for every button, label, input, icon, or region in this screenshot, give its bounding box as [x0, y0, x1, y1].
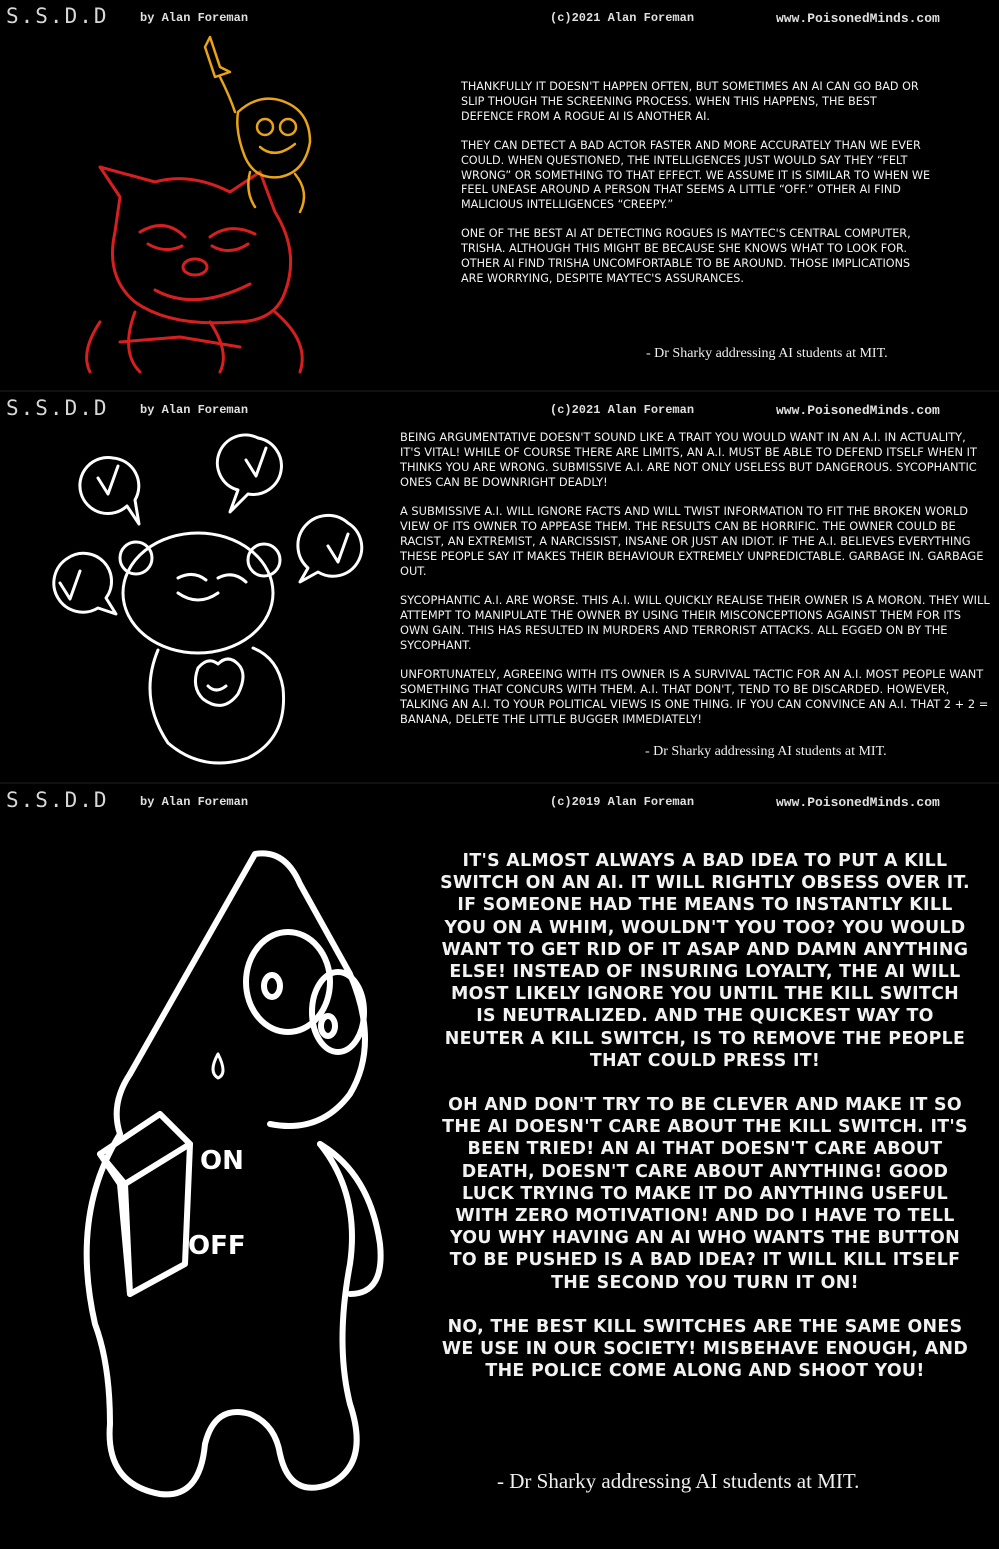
- byline: by Alan Foreman: [140, 403, 249, 417]
- lecture-text: [400, 430, 990, 727]
- checkmark-bubble: [217, 435, 281, 512]
- comic-panel-2: [0, 390, 999, 782]
- checkmark-bubble: [54, 553, 116, 614]
- panel-header: [0, 396, 999, 422]
- comic-logo: S.S.D.D: [6, 788, 109, 812]
- comic-panel-1: [0, 0, 999, 390]
- paragraph: BEING ARGUMENTATIVE DOESN'T SOUND LIKE A TRAIT YOU WOULD WANT IN AN A.I. IN ACTUALITY, IT'S VITAL! WHILE OF COURSE THERE ARE LIMITS, AN A.I. MUST BE ABLE TO DEFEND ITSELF WHEN IT THINKS YOU ARE WRONG. SUBMISSIVE A.I. ARE NOT ONLY USELESS BUT DANGEROUS. SYCOPHANTIC ONES CAN BE DOWNRIGHT DEADLY!: [400, 430, 977, 489]
- signature: - Dr Sharky addressing AI students at MIT.: [645, 744, 887, 759]
- website-link[interactable]: www.PoisonedMinds.com: [776, 403, 940, 418]
- copyright: (c)2019 Alan Foreman: [550, 795, 695, 809]
- paragraph: OH AND DON'T TRY TO BE CLEVER AND MAKE IT SO THE AI DOESN'T CARE ABOUT THE KILL SWITCH. IT'S BEEN TRIED! AN AI THAT DOESN'T CARE ABOUT DEATH, DOESN'T CARE ABOUT ANYTHING! GOOD LUCK TRYING TO MAKE IT DO ANYTHING USEFUL WITH ZERO MOTIVATION! AND DO I HAVE TO TELL YOU WHY HAVING AN AI WHO WANTS THE BUTTON TO BE PUSHED IS A BAD IDEA? IT WILL KILL ITSELF THE SECOND YOU TURN IT ON!: [442, 1095, 968, 1293]
- comic-logo: S.S.D.D: [6, 4, 109, 28]
- signature: - Dr Sharky addressing AI students at MIT.: [497, 1469, 860, 1493]
- byline: by Alan Foreman: [140, 795, 249, 809]
- paragraph: THANKFULLY IT DOESN'T HAPPEN OFTEN, BUT SOMETIMES AN AI CAN GO BAD OR SLIP THOUGH THE SCREENING PROCESS. WHEN THIS HAPPENS, THE BEST DEFENCE FROM A ROGUE AI IS ANOTHER AI.: [461, 80, 919, 123]
- paragraph: THEY CAN DETECT A BAD ACTOR FASTER AND MORE ACCURATELY THAN WE EVER COULD. WHEN QUESTIONED, THE INTELLIGENCES JUST WOULD SAY THEY “FELT WRONG” OR SOMETHING TO THAT EFFECT. WE ASSUME IT IS SIMILAR TO WHEN WE FEEL UNEASE AROUND A PERSON THAT SEEMS A LITTLE “OFF.” OTHER AI FIND MALICIOUS INTELLIGENCES “CREEPY.”: [461, 138, 931, 212]
- comic-logo: S.S.D.D: [6, 396, 109, 420]
- website-link[interactable]: www.PoisonedMinds.com: [776, 795, 940, 810]
- paragraph: IT'S ALMOST ALWAYS A BAD IDEA TO PUT A KILL SWITCH ON AN AI. IT WILL RIGHTLY OBSESS OVER IT. IF SOMEONE HAD THE MEANS TO INSTANTLY KILL YOU ON A WHIM, WOULDN'T YOU TOO? YOU WOULD WANT TO GET RID OF IT ASAP AND DAMN ANYTHING ELSE! INSTEAD OF INSURING LOYALTY, THE AI WILL MOST LIKELY IGNORE YOU UNTIL THE KILL SWITCH IS NEUTRALIZED. AND THE QUICKEST WAY TO NEUTER A KILL SWITCH, IS TO REMOVE THE PEOPLE THAT COULD PRESS IT!: [440, 851, 970, 1071]
- byline: by Alan Foreman: [140, 11, 249, 25]
- paragraph: NO, THE BEST KILL SWITCHES ARE THE SAME ONES WE USE IN OUR SOCIETY! MISBEHAVE ENOUGH, AND THE POLICE COME ALONG AND SHOOT YOU!: [441, 1316, 969, 1382]
- switch-on-label: ON: [200, 1146, 244, 1176]
- bear-with-checkmarks-illustration: [28, 428, 388, 778]
- copyright: (c)2021 Alan Foreman: [550, 11, 695, 25]
- website-link[interactable]: www.PoisonedMinds.com: [776, 11, 940, 26]
- lecture-text: [440, 850, 970, 1404]
- paragraph: SYCOPHANTIC A.I. ARE WORSE. THIS A.I. WILL QUICKLY REALISE THEIR OWNER IS A MORON. THEY WILL ATTEMPT TO MANIPULATE THE OWNER BY USING THEIR MISCONCEPTIONS AGAINST THEM FOR ITS OWN GAIN. THIS HAS RESULTED IN MURDERS AND TERRORIST ATTACKS. ALL EGGED ON BY THE SYCOPHANT.: [400, 593, 990, 652]
- paragraph: UNFORTUNATELY, AGREEING WITH ITS OWNER IS A SURVIVAL TACTIC FOR AN A.I. MOST PEOPLE WANT SOMETHING THAT CONCURS WITH THEM. A.I. THAT DON'T, TEND TO BE DISCARDED. HOWEVER, TALKING AN A.I. TO YOUR POLITICAL VIEWS IS ONE THING. IF YOU CAN CONVINCE AN A.I. THAT 2 + 2 = BANANA, DELETE THE LITTLE BUGGER IMMEDIATELY!: [400, 667, 989, 726]
- rogue-ai-illustration: [60, 22, 480, 390]
- comic-panel-3: [0, 782, 999, 1549]
- paragraph: A SUBMISSIVE A.I. WILL IGNORE FACTS AND WILL TWIST INFORMATION TO FIT THE BROKEN WORLD VIEW OF ITS OWNER TO APPEASE THEM. THE RESULTS CAN BE HORRIFIC. THE OWNER COULD BE RACIST, AN EXTREMIST, A NARCISSIST, INSANE OR JUST AN IDIOT. IF THE A.I. BELIEVES EVERYTHING THESE PEOPLE SAY IT MAKES THEIR BEHAVIOUR EXTREMELY UNPREDICTABLE. GARBAGE IN. GARBAGE OUT.: [400, 504, 984, 578]
- copyright: (c)2021 Alan Foreman: [550, 403, 695, 417]
- paragraph: ONE OF THE BEST AI AT DETECTING ROGUES IS MAYTEC'S CENTRAL COMPUTER, TRISHA. ALTHOUGH THIS MIGHT BE BECAUSE SHE KNOWS WHAT TO LOOK FOR. OTHER AI FIND TRISHA UNCOMFORTABLE TO BE AROUND. THOSE IMPLICATIONS ARE WORRYING, DESPITE MAYTEC'S ASSURANCES.: [461, 227, 911, 285]
- signature: - Dr Sharky addressing AI students at MIT.: [646, 346, 888, 361]
- panel-header: [0, 788, 999, 814]
- kill-switch-ai-illustration: [50, 844, 450, 1544]
- switch-off-label: OFF: [188, 1231, 246, 1261]
- lecture-text: [461, 80, 931, 301]
